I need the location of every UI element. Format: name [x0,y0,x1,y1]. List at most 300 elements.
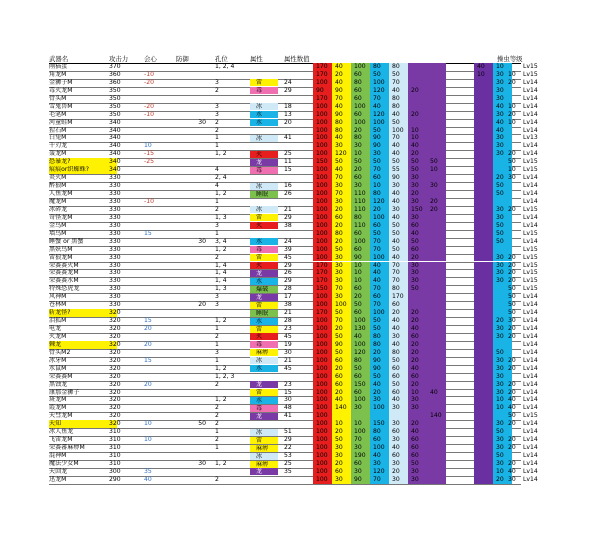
cell-stat-6 [408,293,427,301]
cell-element-value: 39 [284,245,292,253]
cell-slots: 3 [215,110,219,118]
cell-attack: 320 [109,388,121,396]
cell-kinsect-1: 10 [474,71,493,79]
cell-kinsect-4: Lv15 [523,166,538,174]
cell-stat-5: 50 [389,246,408,254]
cell-kinsect-2: 50 [493,452,512,460]
cell-slots: 1 [215,142,219,150]
cell-kinsect-4: Lv14 [523,78,538,86]
cell-kinsect-1 [474,468,493,476]
cell-element: 水 [250,278,278,285]
cell-attack: 320 [109,372,121,380]
cell-stat-6: 60 [408,436,427,444]
cell-weapon-name: 雷狼龙M [49,253,73,261]
cell-kinsect-2: 20 [493,317,512,325]
cell-kinsect-4: Lv14 [523,317,538,325]
cell-stat-2: 90 [332,111,351,119]
cell-stat-6: 40 [408,325,427,333]
cell-stat-6: 30 [408,214,427,222]
cell-stat-7 [427,254,446,262]
cell-stat-6: 30 [408,476,427,484]
cell-weapon-name: 醉狼M [49,182,67,190]
cell-stat-5: 40 [389,254,408,262]
cell-stat-3: 60 [351,95,370,103]
cell-kinsect-1 [474,285,493,293]
cell-element [250,198,278,205]
cell-kinsect-1 [474,166,493,174]
cell-element-value: 11 [284,158,292,166]
cell-kinsect-2: 30 [493,254,512,262]
cell-stat-7 [427,142,446,150]
cell-kinsect-3: 30 [508,475,516,483]
cell-stat-1: 170 [313,269,332,277]
cell-stat-5: 40 [389,238,408,246]
cell-stat-5: 30 [389,404,408,412]
cell-stat-1: 100 [313,436,332,444]
cell-attack: 340 [109,166,121,174]
cell-kinsect-3: 20 [508,325,516,333]
cell-stat-5: 80 [389,349,408,357]
cell-stat-2: 50 [332,333,351,341]
cell-stat-6: 150 [408,206,427,214]
cell-kinsect-4: Lv13 [523,134,538,142]
cell-stat-6: 20 [408,317,427,325]
cell-slots: 1, 2 [215,150,227,158]
header-kinsect-level: 操虫等级 [497,55,523,63]
cell-kinsect-3: 20 [508,110,516,118]
cell-kinsect-4: Lv15 [523,412,538,420]
cell-kinsect-4: Lv14 [523,467,538,475]
table-row [49,86,538,95]
cell-stat-4: 40 [370,262,389,270]
cell-stat-4: 70 [370,476,389,484]
cell-kinsect-2: 30 [493,214,512,222]
cell-stat-4: 60 [370,293,389,301]
cell-weapon-name: 角龙M [49,70,67,78]
cell-stat-3: 130 [351,325,370,333]
cell-stat-2: 60 [332,468,351,476]
cell-stat-1: 100 [313,325,332,333]
cell-element: 雷 [250,389,278,396]
cell-stat-2: 30 [332,277,351,285]
cell-kinsect-4: Lv14 [523,309,538,317]
cell-stat-1: 170 [313,71,332,79]
table-row [49,380,538,389]
cell-stat-2: 20 [332,365,351,373]
cell-defense: 50 [198,420,206,428]
cell-kinsect-2: 50 [493,230,512,238]
cell-stat-2: 50 [332,349,351,357]
cell-attack: 330 [109,277,121,285]
cell-weapon-name: 魔龙M [49,197,67,205]
cell-stat-3: 60 [351,373,370,381]
cell-stat-6: 30 [408,269,427,277]
cell-stat-6: 60 [408,444,427,452]
cell-kinsect-4: Lv15 [523,245,538,253]
cell-attack: 340 [109,126,121,134]
cell-stat-7 [427,444,446,452]
cell-stat-1: 100 [313,166,332,174]
cell-attack: 330 [109,197,121,205]
cell-kinsect-2: 50 [493,428,512,436]
cell-affinity: 15 [144,229,152,237]
cell-stat-4: 100 [370,444,389,452]
cell-kinsect-1 [474,349,493,357]
cell-attack: 330 [109,261,121,269]
cell-slots: 1 [215,325,219,333]
cell-element-value: 29 [284,261,292,269]
cell-affinity: 15 [144,317,152,325]
cell-element: 毒 [250,405,278,412]
cell-stat-1: 100 [313,103,332,111]
cell-kinsect-1 [474,389,493,397]
cell-element [250,71,278,78]
cell-stat-3: 100 [351,317,370,325]
cell-stat-6: 10 [408,134,427,142]
table-row [49,261,538,270]
header-row [49,55,521,63]
cell-weapon-name: 苍林M [49,301,67,309]
cell-stat-5: 50 [389,71,408,79]
cell-defense: 30 [198,460,206,467]
cell-kinsect-2: 30 [493,381,512,389]
cell-element: 麻痹 [250,445,278,452]
cell-stat-2: 40 [332,134,351,142]
table-row [49,317,538,325]
table-row [49,245,538,254]
cell-stat-5: 30 [389,420,408,428]
cell-element: 冰 [250,183,278,190]
cell-kinsect-2: 30 [493,436,512,444]
cell-stat-5: 55 [389,166,408,174]
cell-element: 毒 [250,246,278,253]
cell-stat-1: 150 [313,285,332,293]
table-row [49,452,538,460]
cell-kinsect-2: 30 [493,365,512,373]
cell-kinsect-4: Lv14 [523,110,538,118]
cell-stat-4: 40 [370,103,389,111]
cell-stat-1: 100 [313,476,332,484]
cell-stat-1: 100 [313,222,332,230]
cell-stat-6: 20 [408,420,427,428]
cell-stat-4: 150 [370,420,389,428]
cell-element [250,143,278,150]
cell-stat-1: 100 [313,468,332,476]
cell-stat-4: 20 [370,206,389,214]
cell-stat-5: 30 [389,476,408,484]
cell-stat-2: 70 [332,95,351,103]
cell-stat-2: 30 [332,142,351,150]
cell-stat-1: 100 [313,79,332,87]
table-row [49,404,538,412]
cell-kinsect-1 [474,182,493,190]
cell-slots: 1, 2 [215,460,227,467]
cell-kinsect-3: 20 [508,388,516,396]
cell-stat-4: 70 [370,238,389,246]
table-row [49,475,538,484]
cell-stat-7 [427,293,446,301]
cell-kinsect-4: Lv14 [523,197,538,205]
cell-stat-1: 100 [313,341,332,349]
table-row [49,301,538,309]
cell-stat-4: 100 [370,404,389,412]
cell-kinsect-2: 30 [493,420,512,428]
cell-stat-7 [427,325,446,333]
table-row [49,63,538,71]
cell-stat-1: 100 [313,389,332,397]
cell-defense: 20 [198,301,206,309]
cell-kinsect-4: Lv15 [523,285,538,293]
cell-kinsect-4: Lv15 [523,70,538,78]
cell-kinsect-1 [474,333,493,341]
cell-stat-5: 70 [389,79,408,87]
cell-stat-4: 80 [370,333,389,341]
cell-kinsect-2: 30 [493,111,512,119]
cell-element-value: 26 [284,190,292,198]
cell-stat-5: 40 [389,325,408,333]
table-row [49,221,538,230]
cell-stat-5: 60 [389,389,408,397]
cell-stat-5: 50 [389,158,408,166]
cell-stat-3: 100 [351,103,370,111]
cell-slots: 2 [215,86,219,94]
cell-kinsect-1 [474,301,493,309]
cell-attack: 340 [109,118,121,126]
cell-weapon-name: 特殊恐虎龙 [49,285,80,293]
row-divider [49,484,521,485]
cell-element: 雷 [250,254,278,261]
table-row [49,356,538,365]
cell-stat-5: 40 [389,341,408,349]
cell-stat-5: 50 [389,119,408,127]
cell-kinsect-2: 30 [493,389,512,397]
cell-kinsect-2: 20 [493,174,512,182]
header-element: 属性 [250,55,263,63]
cell-kinsect-4: Lv15 [523,261,538,269]
cell-element: 火 [250,222,278,229]
cell-stat-6: 30 [408,396,427,404]
cell-slots: 3 [215,221,219,229]
cell-element-value: 41 [284,412,292,420]
cell-kinsect-1 [474,420,493,428]
cell-kinsect-2: 50 [493,190,512,198]
cell-stat-6 [408,79,427,87]
cell-kinsect-1 [474,87,493,95]
cell-attack: 320 [109,380,121,388]
cell-stat-5: 40 [389,444,408,452]
cell-element [250,175,278,182]
cell-weapon-name: 冰牙M [49,356,67,364]
cell-kinsect-4: Lv14 [523,174,538,182]
cell-element: 雷 [250,302,278,309]
cell-attack: 330 [109,301,121,309]
cell-stat-1: 100 [313,381,332,389]
cell-stat-5: 80 [389,95,408,103]
cell-stat-6: 20 [408,111,427,119]
cell-kinsect-2: 30 [493,333,512,341]
table-row [49,142,538,150]
cell-weapon-name: 黑蚀龙 [49,380,68,388]
cell-kinsect-1 [474,404,493,412]
cell-kinsect-2: 50 [493,238,512,246]
cell-stat-4: 100 [370,309,389,317]
cell-stat-5: 40 [389,87,408,95]
cell-slots: 2 [215,126,219,134]
cell-stat-2: 50 [332,309,351,317]
cell-attack: 350 [109,110,121,118]
cell-kinsect-1 [474,269,493,277]
cell-affinity: 20 [144,340,152,348]
cell-stat-6: 20 [408,341,427,349]
cell-attack: 320 [109,364,121,372]
cell-kinsect-1 [474,325,493,333]
cell-stat-4: 80 [370,341,389,349]
cell-stat-6: 30 [408,174,427,182]
cell-stat-4: 120 [370,468,389,476]
cell-stat-5: 40 [389,142,408,150]
cell-stat-2: 140 [332,404,351,412]
cell-stat-3: 30 [351,444,370,452]
cell-stat-5: 50 [389,381,408,389]
cell-slots: 1, 3 [215,213,227,221]
cell-kinsect-3: 20 [508,253,516,261]
cell-slots: 2 [215,412,219,420]
cell-kinsect-1 [474,428,493,436]
cell-element [250,476,278,483]
table-row [49,309,538,317]
cell-kinsect-1 [474,150,493,158]
cell-stat-2: 40 [332,79,351,87]
cell-stat-7 [427,349,446,357]
table-row [49,269,538,277]
cell-stat-5: 40 [389,198,408,206]
cell-stat-2: 30 [332,452,351,460]
cell-element: 冰 [250,135,278,142]
cell-stat-1: 100 [313,119,332,127]
cell-kinsect-2: 30 [493,150,512,158]
cell-element: 毒 [250,341,278,348]
cell-stat-5: 60 [389,365,408,373]
cell-stat-3: 10 [351,269,370,277]
cell-kinsect-4: Lv14 [523,142,538,150]
cell-stat-5: 30 [389,460,408,468]
cell-kinsect-2: 30 [493,460,512,468]
cell-element-value: 22 [284,444,292,452]
cell-element: 水 [250,238,278,245]
cell-stat-3: 60 [351,285,370,293]
cell-stat-2: 50 [332,158,351,166]
cell-stat-2: 20 [332,206,351,214]
cell-stat-7 [427,150,446,158]
cell-weapon-name: 千刃龙 [49,142,68,150]
cell-element [250,95,278,102]
cell-kinsect-4: Lv14 [523,332,538,340]
cell-stat-4: 100 [370,119,389,127]
cell-kinsect-4: Lv15 [523,158,538,166]
cell-stat-4: 70 [370,285,389,293]
cell-attack: 310 [109,428,121,436]
cell-element: 火 [250,333,278,340]
table-row [49,150,538,158]
cell-attack: 340 [109,158,121,166]
cell-kinsect-4: Lv14 [523,372,538,380]
cell-element-value: 45 [284,364,292,372]
cell-stat-3: 60 [351,460,370,468]
cell-stat-6: 20 [408,309,427,317]
cell-slots: 1, 2 [215,396,227,404]
cell-element-value: 21 [284,356,292,364]
cell-stat-6: 30 [408,182,427,190]
cell-weapon-name: 骨头M [49,94,67,102]
cell-stat-7 [427,79,446,87]
cell-stat-7 [427,396,446,404]
table-row [49,94,538,103]
cell-stat-4: 90 [370,134,389,142]
cell-kinsect-2: 50 [493,222,512,230]
cell-kinsect-1 [474,381,493,389]
cell-kinsect-2: 50 [493,182,512,190]
cell-kinsect-3: 10 [508,118,516,126]
cell-kinsect-1 [474,103,493,111]
cell-stat-5: 50 [389,230,408,238]
cell-stat-2: 80 [332,230,351,238]
cell-kinsect-4: Lv14 [523,404,538,412]
cell-stat-1: 170 [313,95,332,103]
cell-stat-1: 100 [313,357,332,365]
cell-kinsect-3: 10 [508,102,516,110]
cell-kinsect-3: 10 [508,70,516,78]
cell-kinsect-3: 20 [508,420,516,428]
cell-stat-3: 110 [351,222,370,230]
cell-stat-3 [351,412,370,420]
cell-stat-5: 40 [389,150,408,158]
cell-stat-1: 100 [313,333,332,341]
header-defense: 防御 [176,55,189,63]
cell-kinsect-3: 10 [508,166,516,174]
cell-stat-6: 50 [408,460,427,468]
cell-stat-7 [427,230,446,238]
cell-stat-2: 30 [332,262,351,270]
cell-slots: 1, 4 [215,261,227,269]
cell-stat-7: 50 [427,158,446,166]
cell-element: 冰 [250,429,278,436]
cell-stat-6: 20 [408,381,427,389]
cell-stat-6: 50 [408,285,427,293]
cell-stat-7 [427,309,446,317]
cell-stat-2: 40 [332,166,351,174]
cell-kinsect-1 [474,222,493,230]
table-row [49,388,538,397]
cell-stat-6: 60 [408,333,427,341]
cell-kinsect-3: 50 [508,309,516,317]
cell-weapon-name: 荣赛赛火M [49,261,79,269]
cell-kinsect-3: 40 [508,404,516,412]
cell-stat-3: 190 [351,452,370,460]
table-row [49,325,538,333]
cell-kinsect-4: Lv14 [523,213,538,221]
cell-stat-7 [427,174,446,182]
cell-stat-3: 30 [351,468,370,476]
cell-element-value: 48 [284,404,292,412]
cell-attack: 310 [109,436,121,444]
cell-stat-6: 30 [408,277,427,285]
cell-stat-6: 30 [408,468,427,476]
cell-stat-3: 50 [351,301,370,309]
cell-stat-1: 100 [313,349,332,357]
cell-element-value: 23 [284,380,292,388]
cell-kinsect-2: 30 [493,373,512,381]
cell-attack: 330 [109,245,121,253]
